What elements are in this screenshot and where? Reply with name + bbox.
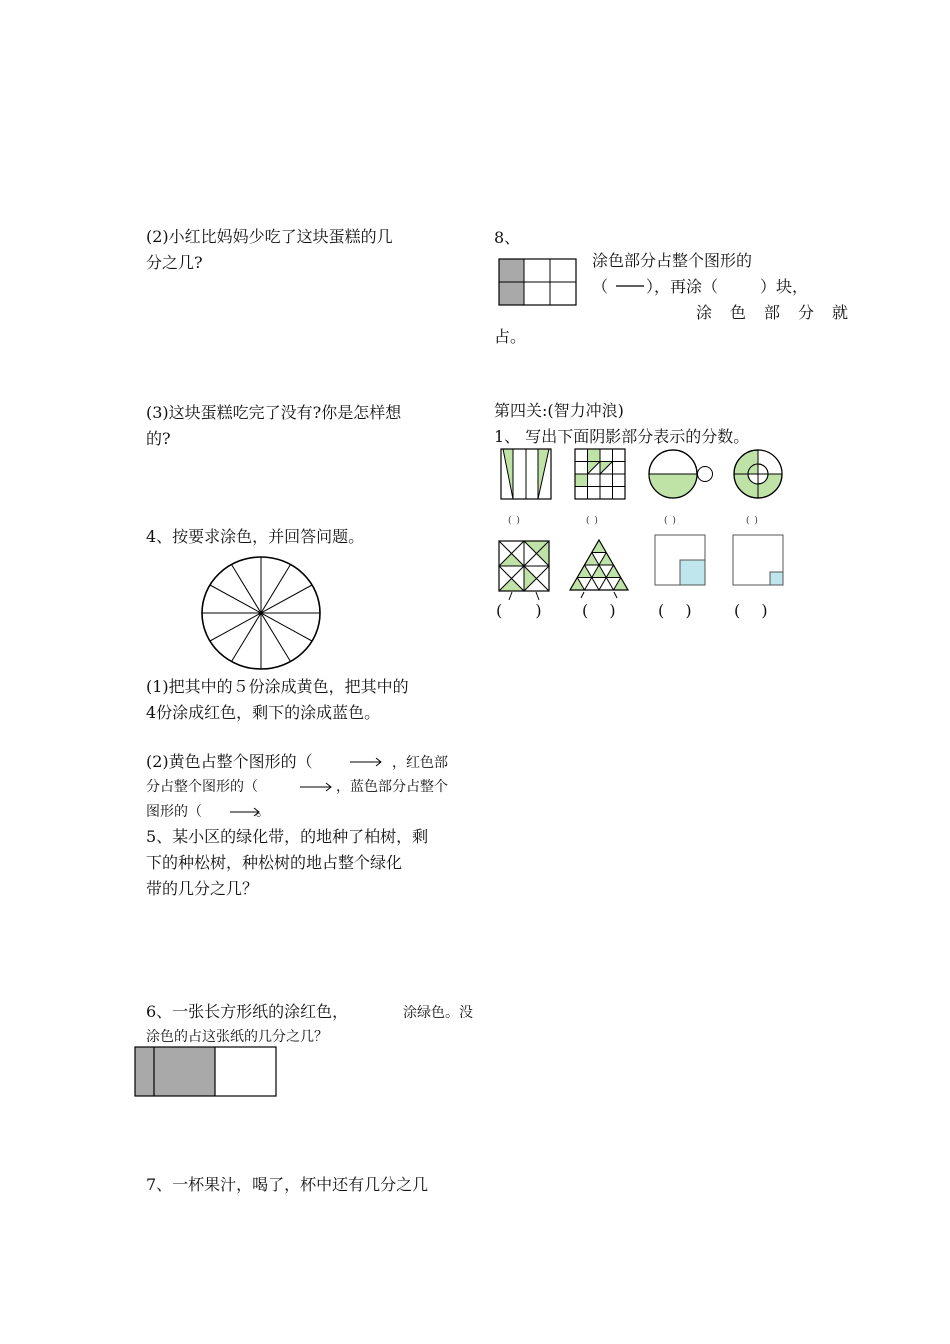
answer-blank-2: ( ) xyxy=(586,516,599,526)
fraction-figure-3 xyxy=(648,448,714,500)
fraction-figure-6 xyxy=(568,538,630,592)
q4-2-part-a: (2)黄色占整个图形的（ xyxy=(146,752,313,771)
fraction-figure-4 xyxy=(732,448,784,500)
q8-line-3: 涂色部分就 xyxy=(696,303,867,322)
q8-line-2a: （ xyxy=(592,277,609,296)
q4-2-part-d: ，蓝色部分占整个 xyxy=(336,779,448,795)
q7-text: 7、一杯果汁，喝了，杯中还有几分之几 xyxy=(146,1175,429,1194)
q5-line-1: 5、某小区的绿化带，的地种了柏树，剩 xyxy=(146,827,429,846)
answer-blank-5: ( ) xyxy=(496,601,556,620)
q4-title: 4、按要求涂色，并回答问题。 xyxy=(146,527,365,546)
fraction-figure-5 xyxy=(498,540,550,592)
rectangle-paper-figure xyxy=(134,1046,278,1098)
answer-blank-3: ( ) xyxy=(664,516,677,526)
q3-3-line-1: (3)这块蛋糕吃完了没有?你是怎样想 xyxy=(146,403,402,422)
q3-3-line-2: 的? xyxy=(146,429,171,448)
fraction-figure-7 xyxy=(654,534,706,586)
q6-part-c: 涂色的占这张纸的几分之几？ xyxy=(146,1029,328,1045)
fraction-figure-8 xyxy=(732,534,784,586)
fraction-figure-1 xyxy=(500,448,552,500)
answer-blank-6: ( ) xyxy=(582,601,624,620)
level-4-heading: 第四关:(智力冲浪) xyxy=(494,401,624,420)
q8-number: 8、 xyxy=(494,228,521,247)
answer-blank-4: ( ) xyxy=(746,516,759,526)
q6-part-b: 涂绿色。没 xyxy=(403,1005,473,1021)
fraction-blank-arrow xyxy=(300,780,334,794)
fraction-figure-2 xyxy=(574,448,626,500)
q4-1-line-2: 4份涂成红色，剩下的涂成蓝色。 xyxy=(146,703,381,722)
q4-1-line-1: (1)把其中的５份涂成黄色，把其中的 xyxy=(146,677,409,696)
q8-line-2b: ），再涂（ xyxy=(646,277,719,296)
q8-line-2c: ）块， xyxy=(760,277,809,296)
section-1-title: 1、 写出下面阴影部分表示的分数。 xyxy=(494,427,750,446)
q8-line-1: 涂色部分占整个图形的 xyxy=(592,251,753,270)
fraction-line xyxy=(616,283,646,289)
q3-2-line-2: 分之几? xyxy=(146,253,203,272)
answer-blank-1: ( ) xyxy=(508,516,521,526)
q5-line-2: 下的种松树，种松树的地占整个绿化 xyxy=(146,853,403,872)
q4-2-part-c: 分占整个图形的（ xyxy=(146,779,258,795)
q4-2-part-b: ，红色部 xyxy=(392,755,448,771)
q3-2-line-1: (2)小红比妈妈少吃了这块蛋糕的几 xyxy=(146,227,393,246)
q4-2-part-f: 。 xyxy=(256,804,270,820)
answer-blank-7: ( ) xyxy=(658,601,700,620)
q4-2-part-e: 图形的（ xyxy=(146,804,202,820)
circle-12-parts-figure xyxy=(200,555,322,671)
q8-line-4: 占。 xyxy=(494,327,527,346)
q5-line-3: 带的几分之几？ xyxy=(146,879,259,898)
fraction-blank-arrow xyxy=(350,755,384,769)
q8-grid-figure xyxy=(498,258,578,306)
answer-blank-8: ( ) xyxy=(734,601,776,620)
q6-part-a: 6、一张长方形纸的涂红色， xyxy=(146,1002,349,1021)
